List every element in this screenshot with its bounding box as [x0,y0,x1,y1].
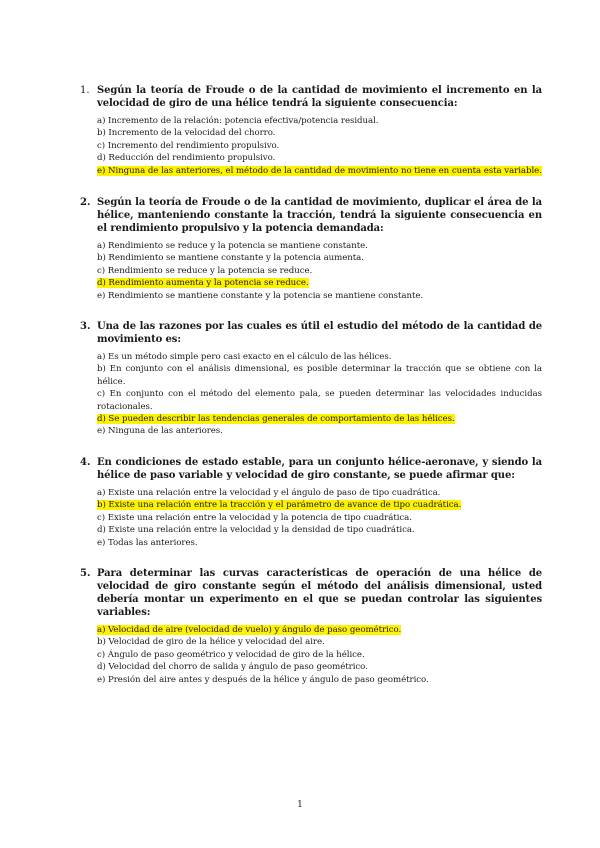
option-b: b) Incremento de la velocidad del chorro. [97,128,276,139]
question-options [97,487,542,549]
question-text: Según la teoría de Froude o de la cantidad de movimiento el incremento en la velocidad de giro de una hélice tendrá la siguiente consecuencia: [97,85,542,109]
question-5 [0,567,600,686]
option-a: a) Existe una relación entre la velocidad y el ángulo de paso de tipo cuadrática. [97,488,441,498]
option-a-highlighted: a) Velocidad de aire (velocidad de vuelo) y ángulo de paso geométrico. [97,625,402,635]
question-number: 3. [80,321,91,332]
question-text: Una de las razones por las cuales es útil el estudio del método de la cantidad de movimiento es: [97,321,542,345]
question-options [97,115,542,177]
page-number: 1 [297,800,303,810]
option-d-highlighted: d) Se pueden describir las tendencias generales de comportamiento de las hélices. [97,414,455,425]
question-number: 4. [80,457,91,468]
option-e: e) Todas las anteriores. [97,537,198,548]
question-3-header [0,320,600,346]
option-d: d) Velocidad del chorro de salida y ángulo de paso geométrico. [97,662,368,673]
question-number: 2. [80,197,91,208]
option-d: d) Reducción del rendimiento propulsivo. [97,153,276,164]
option-c: c) Rendimiento se reduce y la potencia se reduce. [97,265,313,276]
question-number: 5. [80,568,91,579]
option-b: b) En conjunto con el análisis dimensional, es posible determinar la tracción que se obtiene con la hélice. [97,364,542,387]
question-number: 1. [80,85,90,96]
question-2 [0,196,600,302]
option-c: c) Ángulo de paso geométrico y velocidad de giro de la hélice. [97,649,365,660]
question-text: En condiciones de estado estable, para un conjunto hélice-aeronave, y siendo la hélice de paso variable y velocidad de giro constante, se puede afirmar que: [97,457,542,481]
option-e-highlighted: e) Ninguna de las anteriores, el método de la cantidad de movimiento no tiene en cuenta esta variable. [97,165,542,176]
option-c: c) Incremento del rendimiento propulsivo. [97,140,280,151]
question-3 [0,320,600,438]
option-c: c) En conjunto con el método del elemento pala, se pueden determinar las velocidades inducidas rotacionales. [97,389,542,412]
question-options [97,351,542,438]
option-e: e) Presión del aire antes y después de la hélice y ángulo de paso geométrico. [97,674,429,685]
option-b: b) Rendimiento se mantiene constante y la potencia aumenta. [97,253,364,264]
question-1 [0,84,600,177]
question-2-header [0,196,600,235]
question-text: Según la teoría de Froude o de la cantidad de movimiento, duplicar el área de la hélice, manteniendo constante la tracción, tendrá la siguiente consecuencia en el rendimiento propulsivo y la potencia demandada: [97,197,542,234]
question-options [97,240,542,302]
option-b-highlighted: b) Existe una relación entre la tracción y el parámetro de avance de tipo cuadrática. [97,500,462,511]
option-a: a) Rendimiento se reduce y la potencia se mantiene constante. [97,241,368,251]
question-options [97,624,542,686]
question-4 [0,456,600,549]
option-e: e) Ninguna de las anteriores. [97,426,223,437]
question-5-header [0,567,600,619]
option-d: d) Existe una relación entre la velocidad y la densidad de tipo cuadrática. [97,525,415,536]
question-4-header [0,456,600,482]
option-d-highlighted: d) Rendimiento aumenta y la potencia se reduce. [97,278,309,289]
question-text: Para determinar las curvas características de operación de una hélice de velocidad de giro constante según el método del análisis dimensional, usted debería montar un experimento en el que se puedan controlar las siguientes variables: [97,568,542,618]
option-a: a) Incremento de la relación: potencia efectiva/potencia residual. [97,116,379,126]
option-e: e) Rendimiento se mantiene constante y la potencia se mantiene constante. [97,290,424,301]
option-a: a) Es un método simple pero casi exacto en el cálculo de las hélices. [97,352,392,362]
option-b: b) Velocidad de giro de la hélice y velocidad del aire. [97,637,325,648]
question-1-header [0,84,600,110]
option-c: c) Existe una relación entre la velocidad y la potencia de tipo cuadrática. [97,512,412,523]
